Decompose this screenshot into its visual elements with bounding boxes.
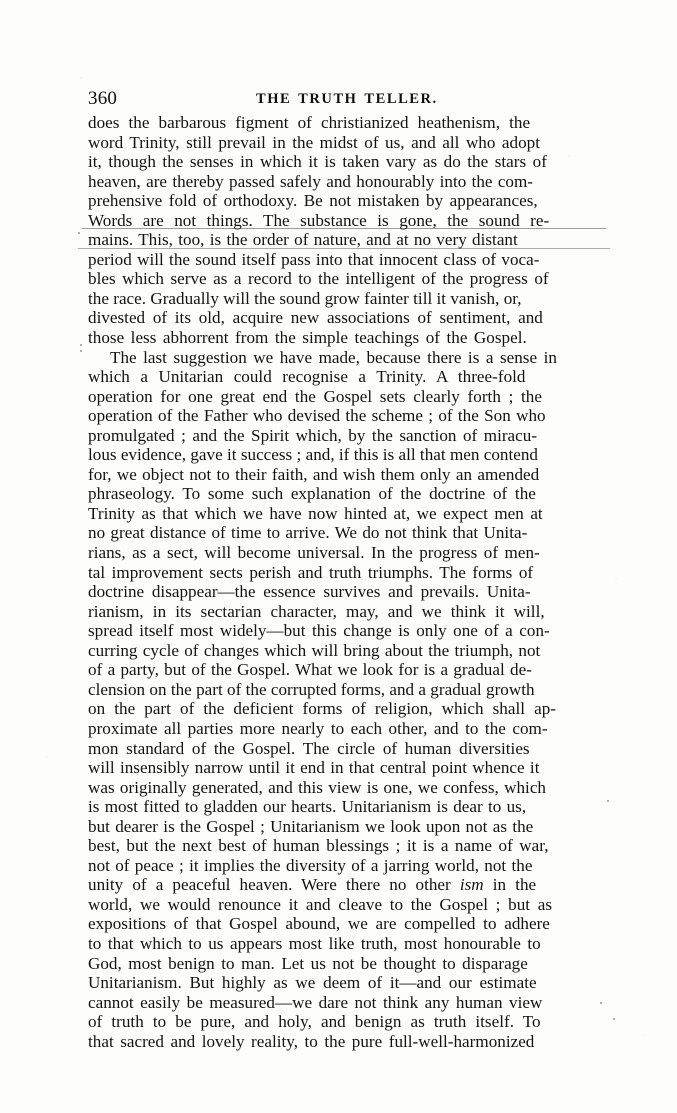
- text-line: The last suggestion we have made, because there is a sense in: [110, 347, 557, 367]
- running-head-title: THE TRUTH TELLER.: [256, 91, 438, 107]
- text-line: spread itself most widely—but this change is only one of a con-: [88, 621, 550, 641]
- text-line: period will the sound itself pass into that innocent class of voca-: [88, 249, 540, 269]
- margin-speck: [607, 800, 609, 802]
- text-line: prehensive fold of orthodoxy. Be not mistaken by appearances,: [88, 191, 538, 211]
- text-line: not of peace ; it implies the diversity of a jarring world, not the: [88, 855, 533, 875]
- text-line: rians, as a sect, will become universal. In the progress of men-: [88, 543, 540, 563]
- text-line: it, though the senses in which it is taken vary as do the stars of: [88, 152, 547, 172]
- text-line: promulgated ; and the Spirit which, by the sanction of miracu-: [88, 425, 538, 445]
- margin-speck: [613, 1018, 615, 1020]
- text-line: was originally generated, and this view is one, we confess, which: [88, 777, 546, 797]
- text-line: divested of its old, acquire new associations of sentiment, and: [88, 308, 543, 328]
- text-line: mon standard of the Gospel. The circle of human diversities: [88, 738, 530, 758]
- margin-speck: [78, 232, 80, 234]
- margin-speck: [80, 350, 82, 352]
- text-line: world, we would renounce it and cleave to the Gospel ; but as: [88, 894, 553, 914]
- text-line: unity of a peaceful heaven. Were there no other ism in the: [88, 875, 537, 895]
- text-line: clension on the part of the corrupted forms, and a gradual growth: [88, 679, 535, 699]
- body-text-block: [88, 113, 592, 1051]
- text-line: does the barbarous figment of christianized heathenism, the: [88, 113, 531, 132]
- text-line: best, but the next best of human blessings ; it is a name of war,: [88, 836, 549, 856]
- text-line: tal improvement sects perish and truth triumphs. The forms of: [88, 562, 534, 582]
- margin-speck: [600, 1002, 602, 1004]
- text-line: operation of the Father who devised the scheme ; of the Son who: [88, 406, 546, 426]
- text-line: Unitarianism. But highly as we deem of it—and our estimate: [88, 973, 537, 993]
- text-line: of truth to be pure, and holy, and benign as truth itself. To: [88, 1012, 541, 1032]
- text-line: mains. This, too, is the order of nature, and at no very distant: [88, 230, 592, 250]
- text-line: operation for one great end the Gospel sets clearly forth ; the: [88, 386, 542, 406]
- text-line: curring cycle of changes which will bring about the triumph, not: [88, 640, 541, 660]
- text-line: Words are not things. The substance is gone, the sound re-: [88, 211, 592, 231]
- text-line: heaven, are thereby passed safely and honourably into the com-: [88, 171, 534, 191]
- text-line: rianism, in its sectarian character, may, and we think it will,: [88, 601, 545, 621]
- text-line: doctrine disappear—the essence survives and prevails. Unita-: [88, 582, 531, 602]
- margin-speck: [80, 344, 82, 346]
- text-line: on the part of the deficient forms of religion, which shall ap-: [88, 699, 556, 719]
- text-line: to that which to us appears most like truth, most honourable to: [88, 933, 541, 953]
- text-line: cannot easily be measured—we dare not think any human view: [88, 992, 543, 1012]
- text-line: phraseology. To some such explanation of the doctrine of the: [88, 484, 536, 504]
- text-line: Trinity as that which we have now hinted at, we expect men at: [88, 503, 543, 523]
- text-line: word Trinity, still prevail in the midst of us, and all who adopt: [88, 132, 541, 152]
- text-line: that sacred and lovely reality, to the pure full-well-harmonized: [88, 1031, 535, 1051]
- text-line: the race. Gradually will the sound grow fainter till it vanish, or,: [88, 288, 522, 308]
- page-folio-number: 360: [88, 88, 118, 109]
- text-line: lous evidence, gave it success ; and, if this is all that men contend: [88, 445, 538, 465]
- text-line: no great distance of time to arrive. We do not think that Unita-: [88, 523, 528, 543]
- text-line: which a Unitarian could recognise a Trinity. A three-fold: [88, 367, 526, 387]
- text-line: those less abhorrent from the simple teachings of the Gospel.: [88, 328, 527, 348]
- text-line: is most fitted to gladden our hearts. Unitarianism is dear to us,: [88, 797, 527, 817]
- text-line: of a party, but of the Gospel. What we look for is a gradual de-: [88, 660, 532, 680]
- running-head: [88, 88, 592, 110]
- text-line: will insensibly narrow until it end in that central point whence it: [88, 758, 540, 778]
- text-line: bles which serve as a record to the intelligent of the progress of: [88, 269, 549, 289]
- italic-word: ism: [459, 875, 484, 895]
- text-line: for, we object not to their faith, and wish them only an amended: [88, 464, 540, 484]
- text-line: expositions of that Gospel abound, we are compelled to adhere: [88, 914, 550, 934]
- text-line: but dearer is the Gospel ; Unitarianism we look upon not as the: [88, 816, 534, 836]
- text-line: proximate all parties more nearly to each other, and to the com-: [88, 718, 548, 738]
- text-line: God, most benign to man. Let us not be thought to disparage: [88, 953, 528, 973]
